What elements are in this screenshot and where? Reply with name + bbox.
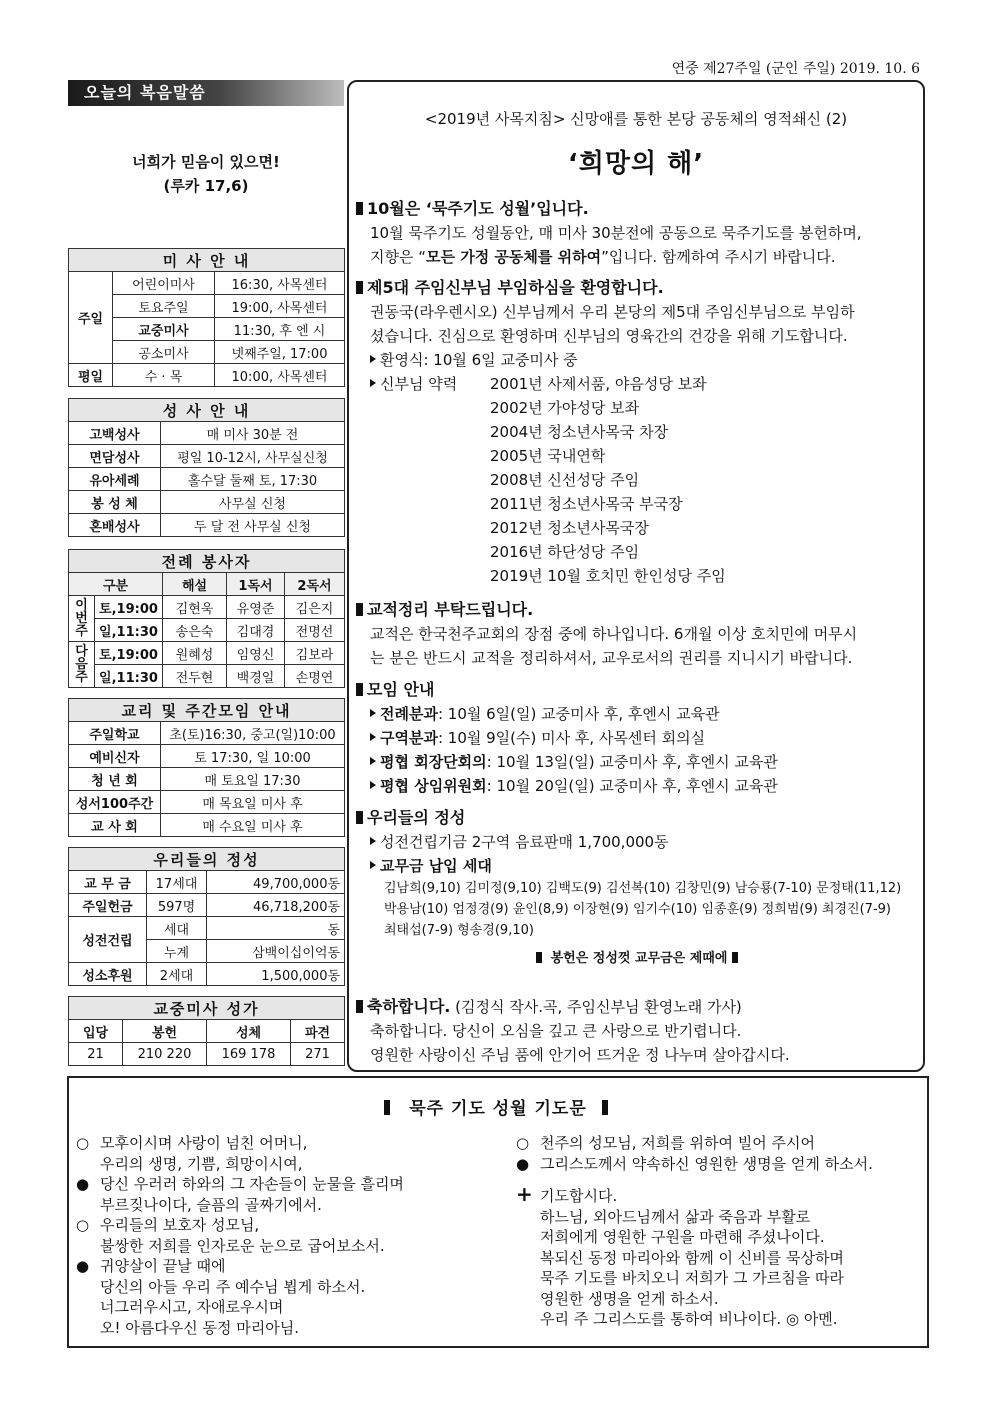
devotion-section [356, 806, 922, 971]
section-heading: 우리들의 정성 [367, 808, 466, 827]
triangle-bullet-icon [370, 709, 376, 717]
cross-icon: + [516, 1182, 533, 1206]
gyomu-note [356, 947, 922, 971]
liturgy-cell: 김현욱 [163, 596, 227, 619]
prayer-line [516, 1289, 873, 1310]
hymn-header: 성체 [207, 1020, 291, 1043]
liturgy-header: 1독서 [227, 573, 285, 596]
liturgy-when: 일,11:30 [95, 665, 163, 688]
prayer-line [76, 1256, 404, 1277]
prayer-line-text: 하느님, 외아드님께서 삶과 죽음과 부활로 [540, 1207, 811, 1226]
section-heading: 축하합니다. [367, 997, 451, 1016]
text-emphasis: 모든 가정 공동체를 위하여 [426, 248, 602, 266]
hymn-number: 169 178 [207, 1043, 291, 1066]
mass-name: 토요주일 [113, 295, 215, 318]
section-heading: 모임 안내 [367, 680, 435, 699]
offering-count: 2세대 [147, 963, 207, 986]
prayer-line-text: 묵주 기도를 바치오니 저희가 그 가르침을 따라 [540, 1269, 844, 1287]
welcome-ceremony: 환영식: 10월 6일 교중미사 중 [380, 351, 578, 369]
square-bullet-icon [536, 952, 542, 963]
hymns-table-title: 교중미사 성가 [69, 997, 345, 1020]
prayer-line-text: 저희에게 영원한 구원을 마련해 주셨나이다. [540, 1228, 825, 1246]
offering-name: 교 무 금 [69, 871, 147, 894]
mass-table-title: 미 사 안 내 [69, 249, 345, 272]
prayer-line [76, 1154, 404, 1175]
gathering-name: 성서100주간 [69, 791, 161, 814]
building-label: 성전건립 [69, 917, 147, 963]
hymn-header: 입당 [69, 1020, 123, 1043]
mass-name: 어린이미사 [113, 272, 215, 295]
meetings-section [356, 678, 922, 798]
prayer-line [516, 1268, 873, 1289]
offering-table [68, 847, 345, 986]
square-bullet-icon [356, 811, 363, 824]
gyomu-names [356, 878, 922, 941]
meeting-text: : 10월 20일(일) 교중미사 후, 후엔시 교육관 [486, 777, 778, 795]
sacrament-value: 사무실 신청 [161, 491, 345, 514]
hymn-number: 271 [291, 1043, 345, 1066]
gathering-table [68, 698, 345, 837]
gospel-heading: 오늘의 복음말씀 [68, 80, 344, 106]
prayer-line [516, 1154, 873, 1175]
career-item: 2004년 청소년사목국 차장 [490, 423, 669, 441]
liturgy-header: 2독서 [285, 573, 345, 596]
square-bullet-icon [356, 1000, 363, 1013]
pastoral-theme: ‘희망의 해’ [567, 149, 705, 179]
prayer-line-text: 너그러우시고, 자애로우시며 [100, 1298, 284, 1316]
circle-filled-icon: ● [76, 1175, 90, 1193]
sacrament-value: 매 미사 30분 전 [161, 422, 345, 445]
sacrament-name: 봉 성 체 [69, 491, 161, 514]
mass-name: 공소미사 [113, 341, 215, 364]
gospel-verse-ref: (루카 17,6) [163, 177, 249, 195]
prayer-line-text: 모후이시며 사랑이 넘친 어머니, [100, 1134, 308, 1152]
gathering-name: 주일학교 [69, 722, 161, 745]
sacrament-name: 유아세례 [69, 468, 161, 491]
meeting-name: 평협 상임위원회 [380, 777, 487, 795]
triangle-bullet-icon [370, 355, 376, 363]
hymn-header: 파견 [291, 1020, 345, 1043]
prayer-line-text: 기도합시다. [540, 1187, 618, 1205]
square-bullet-icon [732, 952, 738, 963]
liturgy-cell: 송은숙 [163, 619, 227, 642]
prayer-line [76, 1297, 404, 1318]
gyomu-label: 교무금 납입 세대 [380, 857, 492, 875]
liturgy-cell: 유영준 [227, 596, 285, 619]
square-bullet-icon [356, 281, 363, 294]
section-heading: 10월은 ‘묵주기도 성월’입니다. [367, 199, 589, 218]
prayer-line-text: 불쌍한 저희를 인자로운 눈으로 굽어보소서. [100, 1236, 385, 1255]
prayer-line-text: 천주의 성모님, 저희를 위하여 빌어 주시어 [540, 1134, 815, 1152]
prayer-line-text: 우리들의 보호자 성모님, [100, 1216, 260, 1234]
prayer-line-text: 우리의 생명, 기쁨, 희망이시여, [100, 1154, 303, 1173]
triangle-bullet-icon [370, 861, 376, 869]
gathering-value: 매 토요일 17:30 [161, 768, 345, 791]
pastoral-subtitle: <2019년 사목지침> 신망애를 통한 본당 공동체의 영적쇄신 (2) [424, 110, 848, 128]
prayer-line [76, 1133, 404, 1154]
section-heading: 제5대 주임신부님 부임하심을 환영합니다. [367, 278, 664, 297]
circle-filled-icon: ● [516, 1154, 530, 1173]
sacrament-value: 평일 10-12시, 사무실신청 [161, 445, 345, 468]
square-bullet-icon [356, 683, 363, 696]
mass-table [68, 248, 345, 387]
sacrament-name: 면담성사 [69, 445, 161, 468]
hymn-number: 21 [69, 1043, 123, 1066]
gathering-value: 토 17:30, 일 10:00 [161, 745, 345, 768]
section-text: 교적은 한국천주교회의 장점 중에 하나입니다. 6개월 이상 호치민에 머무시 [370, 625, 858, 643]
prayer-line-text: 당신의 아들 우리 주 예수님 뵙게 하소서. [100, 1277, 366, 1296]
square-bullet-icon [384, 1100, 390, 1115]
sacrament-table [68, 398, 345, 537]
liturgy-cell: 김보라 [285, 642, 345, 665]
sacrament-value: 두 달 전 사무실 신청 [161, 514, 345, 537]
triangle-bullet-icon [370, 757, 376, 765]
career-item: 2012년 청소년사목국장 [490, 519, 649, 537]
prayer-line-text: 오! 아름다우신 동정 마리아님. [100, 1318, 299, 1337]
meeting-text: : 10월 9일(수) 미사 후, 사목센터 회의실 [437, 729, 706, 747]
hymn-number: 210 220 [123, 1043, 207, 1066]
hymn-header: 봉헌 [123, 1020, 207, 1043]
gathering-value: 매 수요일 미사 후 [161, 814, 345, 837]
meeting-name: 구역분과 [380, 729, 438, 747]
career-item: 2001년 사제서품, 야음성당 보좌 [490, 375, 707, 393]
prayer-line [76, 1318, 404, 1339]
prayer-line [76, 1174, 404, 1195]
gathering-value: 초(토)16:30, 중고(일)10:00 [161, 722, 345, 745]
prayer-line-text: 영원한 생명을 얻게 하소서. [540, 1289, 719, 1308]
section-text: 영원한 사랑이신 주님 품에 안기어 뜨거운 정 나누며 살아갑시다. [370, 1046, 790, 1064]
text-part: ”입니다. 함께하여 주시기 바랍니다. [601, 248, 836, 266]
sacrament-value: 홀수달 둘째 토, 17:30 [161, 468, 345, 491]
prayer-line [516, 1227, 873, 1248]
gyomu-note-text: 봉헌은 정성껏 교무금은 제때에 [550, 951, 728, 966]
meeting-text: : 10월 13일(일) 교중미사 후, 후엔시 교육관 [486, 753, 778, 771]
prayer-line [76, 1215, 404, 1236]
sacrament-name: 혼배성사 [69, 514, 161, 537]
sacrament-name: 고백성사 [69, 422, 161, 445]
building-key: 누계 [147, 940, 207, 963]
section-text [356, 245, 922, 269]
career-table [356, 372, 726, 588]
building-key: 세대 [147, 917, 207, 940]
prayer-line-text: 당신 우러러 하와의 그 자손들이 눈물을 흘리며 [100, 1175, 404, 1193]
liturgy-cell: 손명연 [285, 665, 345, 688]
prayer-line [516, 1309, 873, 1330]
prayer-line [516, 1133, 873, 1154]
prayer-line-text: 우리 주 그리스도를 통하여 비나이다. ◎ 아멘. [540, 1310, 838, 1328]
liturgy-cell: 김대경 [227, 619, 285, 642]
prayer-line [516, 1184, 873, 1207]
sunday-label: 주일 [69, 272, 113, 364]
names-line: 박용남(10) 엄정경(9) 윤인(8,9) 이장현(9) 임기수(10) 임종훈(9) 정희범(9) 최경진(7-9) [384, 902, 891, 917]
prayer-line [76, 1236, 404, 1257]
career-item: 2002년 가야성당 보좌 [490, 399, 640, 417]
weekday-label: 평일 [69, 364, 113, 387]
liturgy-cell: 전명선 [285, 619, 345, 642]
prayer-line [516, 1207, 873, 1228]
meeting-text: : 10월 6일(일) 교중미사 후, 후엔시 교육관 [437, 705, 720, 723]
square-bullet-icon [356, 202, 363, 215]
mass-time: 16:30, 사목센터 [215, 272, 345, 295]
career-item: 2016년 하단성당 주임 [490, 543, 640, 561]
circle-open-icon: ○ [76, 1216, 90, 1234]
registry-section [356, 598, 922, 670]
gathering-name: 예비신자 [69, 745, 161, 768]
triangle-bullet-icon [370, 781, 376, 789]
offering-amount: 49,700,000동 [207, 871, 345, 894]
section-heading: 교적정리 부탁드립니다. [367, 600, 534, 619]
circle-open-icon: ○ [76, 1134, 90, 1152]
liturgy-header: 해설 [163, 573, 227, 596]
career-item: 2011년 청소년사목국 부국장 [490, 495, 683, 513]
career-item: 2019년 10월 호치민 한인성당 주임 [490, 567, 726, 585]
triangle-bullet-icon [370, 837, 376, 845]
liturgy-servers-table [68, 549, 345, 688]
square-bullet-icon [602, 1100, 608, 1115]
meeting-name: 전례분과 [380, 705, 438, 723]
liturgy-cell: 김은지 [285, 596, 345, 619]
prayer-line [76, 1277, 404, 1298]
rosary-month-section [356, 197, 922, 269]
liturgy-cell: 임영신 [227, 642, 285, 665]
mass-time: 넷째주일, 17:00 [215, 341, 345, 364]
prayer-title [67, 1094, 929, 1119]
square-bullet-icon [356, 603, 363, 616]
offering-name: 성소후원 [69, 963, 147, 986]
offering-count: 597명 [147, 894, 207, 917]
liturgy-cell: 전두현 [163, 665, 227, 688]
career-label: 신부님 약력 [380, 375, 458, 393]
gathering-table-title: 교리 및 주간모임 안내 [69, 699, 345, 722]
prayer-line-text: 복되신 동정 마리아와 함께 이 신비를 묵상하며 [540, 1248, 844, 1267]
prayer-line [516, 1248, 873, 1269]
mass-time: 11:30, 후 엔 시 [215, 318, 345, 341]
building-fund-text: 성전건립기금 2구역 음료판매 1,700,000동 [380, 833, 669, 851]
section-text: 는 분은 반드시 교적을 정리하셔서, 교우로서의 권리를 지니시기 바랍니다. [370, 649, 853, 667]
prayer-left-column [76, 1133, 404, 1338]
triangle-bullet-icon [370, 733, 376, 741]
prayer-line-text: 귀양살이 끝날 때에 [100, 1257, 226, 1275]
triangle-bullet-icon [370, 379, 376, 387]
section-text: 권동국(라우렌시오) 신부님께서 우리 본당의 제5대 주임신부님으로 부임하 [370, 303, 855, 321]
liturgy-cell: 원혜성 [163, 642, 227, 665]
gathering-value: 매 목요일 미사 후 [161, 791, 345, 814]
section-text: 셨습니다. 진심으로 환영하며 신부님의 영육간의 건강을 위해 기도합니다. [370, 327, 848, 345]
circle-open-icon: ○ [516, 1134, 530, 1152]
mass-time: 10:00, 사목센터 [215, 364, 345, 387]
offering-amount: 46,718,200동 [207, 894, 345, 917]
this-week-label: 이번주 [69, 596, 95, 642]
liturgy-header: 구분 [69, 573, 163, 596]
liturgy-table-title: 전례 봉사자 [69, 550, 345, 573]
gospel-verse [68, 150, 344, 198]
building-value: 삼백이십이억동 [207, 940, 345, 963]
offering-table-title: 우리들의 정성 [69, 848, 345, 871]
sacrament-table-title: 성 사 안 내 [69, 399, 345, 422]
section-text: 10월 묵주기도 성월동안, 매 미사 30분전에 공동으로 묵주기도를 봉헌하며, [370, 224, 862, 242]
prayer-title-text: 묵주 기도 성월 기도문 [409, 1099, 587, 1119]
mass-time: 19:00, 사목센터 [215, 295, 345, 318]
meeting-name: 평협 회장단회의 [380, 753, 487, 771]
new-priest-section [356, 276, 922, 588]
gathering-name: 교 사 회 [69, 814, 161, 837]
liturgy-cell: 백경일 [227, 665, 285, 688]
hymns-table [68, 996, 345, 1066]
circle-filled-icon: ● [76, 1257, 90, 1275]
text-part: 지향은 “ [370, 248, 427, 266]
mass-name: 수 · 목 [113, 364, 215, 387]
names-line: 김남희(9,10) 김미정(9,10) 김백도(9) 김선복(10) 김창민(9) 남승룡(7-10) 문정태(11,12) [384, 881, 902, 896]
prayer-line [76, 1195, 404, 1216]
prayer-line-text: 부르짖나이다, 슬픔의 골짜기에서. [100, 1195, 322, 1214]
offering-amount: 1,500,000동 [207, 963, 345, 986]
section-text: 축하합니다. 당신이 오심을 깊고 큰 사랑으로 반기렵니다. [370, 1022, 742, 1040]
next-week-label: 다음주 [69, 642, 95, 688]
career-item: 2005년 국내연학 [490, 447, 606, 465]
liturgy-when: 토,19:00 [95, 642, 163, 665]
offering-name: 주일헌금 [69, 894, 147, 917]
offering-count: 17세대 [147, 871, 207, 894]
mass-name: 교중미사 [113, 318, 215, 341]
building-value: 동 [207, 917, 345, 940]
prayer-line-text: 그리스도께서 약속하신 영원한 생명을 얻게 하소서. [540, 1154, 873, 1173]
congrats-section [356, 995, 922, 1067]
liturgy-when: 토,19:00 [95, 596, 163, 619]
bulletin-dateline: 연중 제27주일 (군인 주일) 2019. 10. 6 [671, 61, 920, 77]
gathering-name: 청 년 회 [69, 768, 161, 791]
congrats-note: (김정식 작사.곡, 주임신부님 환영노래 가사) [455, 998, 742, 1016]
names-line: 최태섭(7-9) 형송경(9,10) [384, 923, 534, 938]
gospel-verse-text: 너희가 믿음이 있으면! [132, 153, 280, 171]
liturgy-when: 일,11:30 [95, 619, 163, 642]
career-item: 2008년 신선성당 주임 [490, 471, 640, 489]
prayer-right-column [516, 1133, 873, 1330]
